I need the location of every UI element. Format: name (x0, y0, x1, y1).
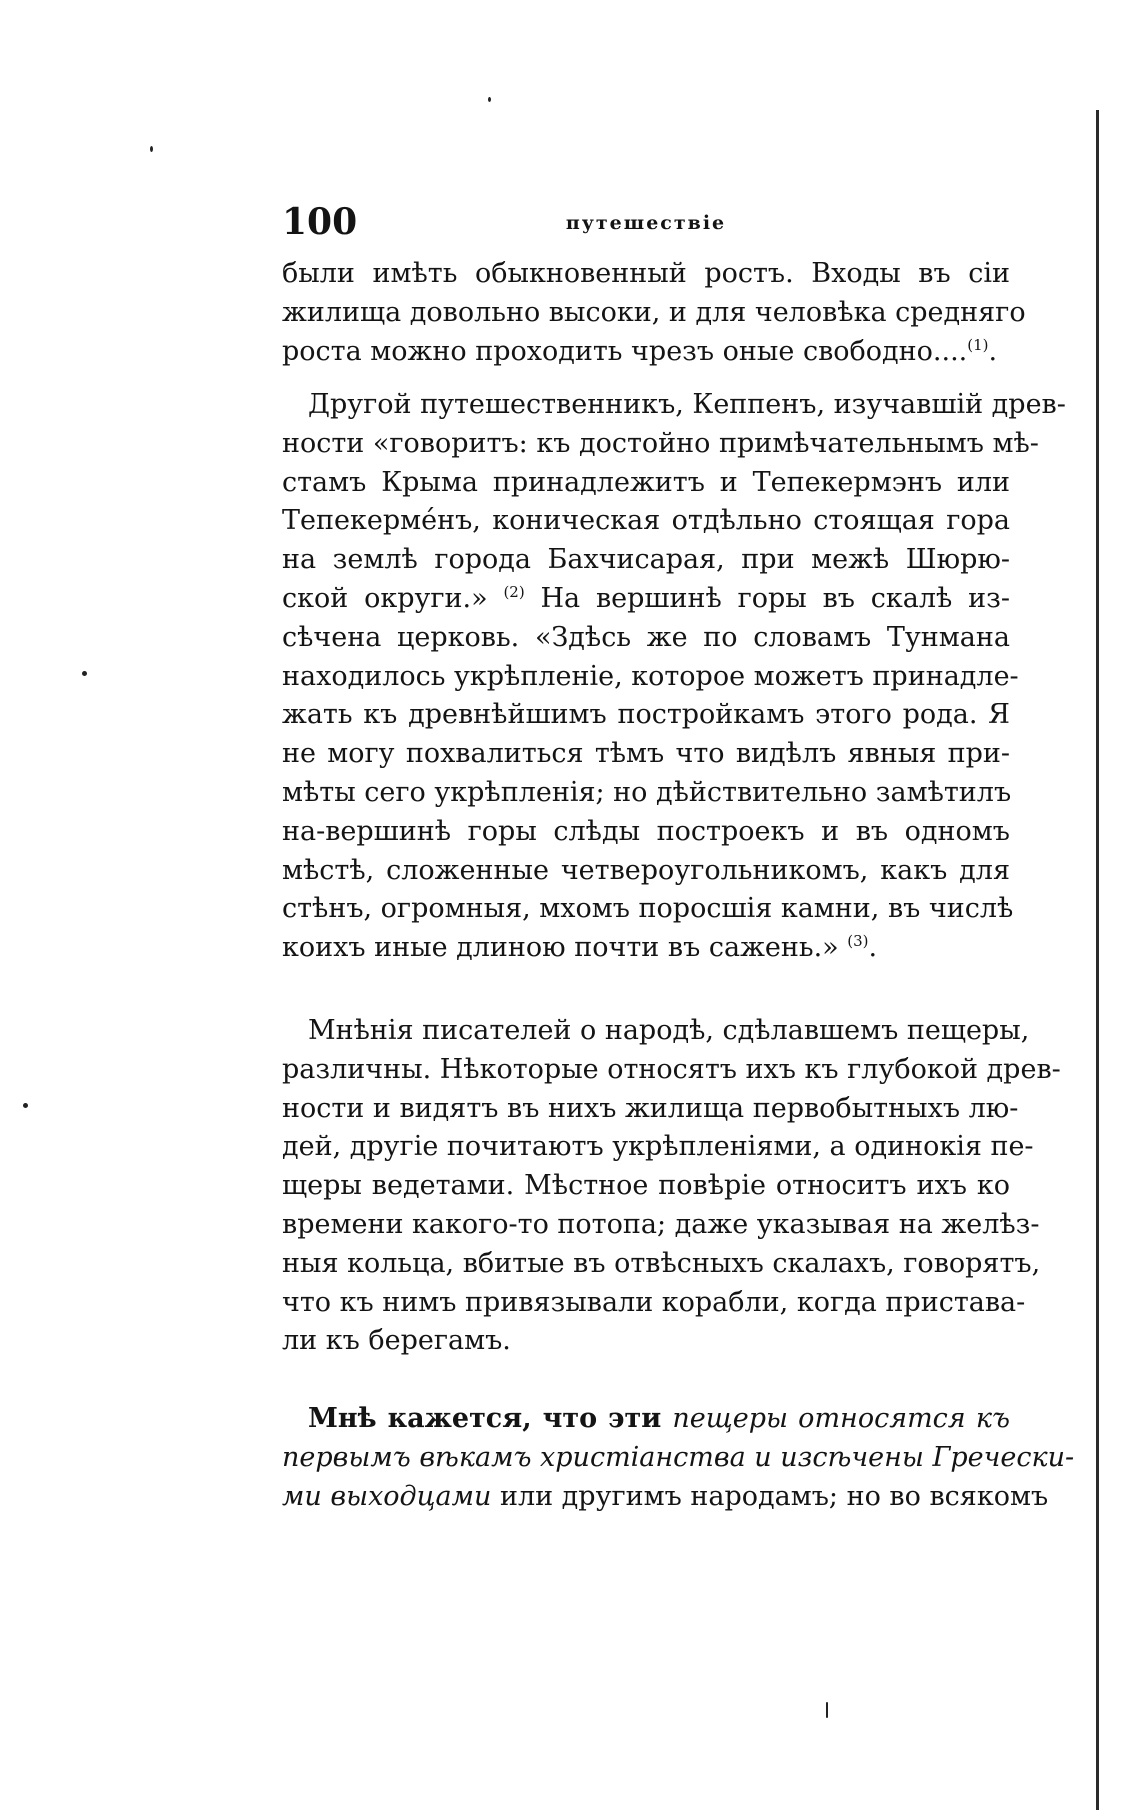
text-line: времени какого-то потопа; даже указывая на желѣз- (282, 1208, 1040, 1240)
text-line: щеры ведетами. Мѣстное повѣріе относитъ ихъ ко (282, 1170, 1010, 1202)
page-header (282, 200, 1010, 248)
text-line: Другой путешественникъ, Кеппенъ, изучавшій древ- (308, 389, 1066, 420)
text-line: что къ нимъ привязывали корабли, когда пристава- (282, 1286, 1026, 1318)
text-line (282, 580, 1010, 619)
text-punctuation: . (868, 932, 878, 964)
text-line: мѣты сего укрѣпленія; но дѣйствительно замѣтилъ (282, 776, 1012, 808)
text-line-content: Мнѣ кажется, что эти (308, 1403, 673, 1434)
text-line (282, 1400, 1010, 1439)
footnote-marker: (2) (503, 582, 525, 601)
footnote-marker: (1) (967, 335, 989, 354)
text-line: жать къ древнѣйшимъ постройкамъ этого рода. Я (282, 699, 1010, 731)
paragraph-keppen (282, 386, 1066, 968)
paragraph-author-opinion (282, 1400, 1075, 1516)
ink-speck (150, 146, 153, 152)
text-line: ности и видятъ въ нихъ жилища первобытныхъ лю- (282, 1092, 1019, 1124)
ink-speck (82, 671, 87, 676)
italic-text: первымъ вѣкамъ христіанства и изсѣчены Гречески- (282, 1441, 1075, 1473)
running-title: путешествіе (565, 212, 727, 234)
text-line (282, 1439, 1075, 1478)
text-line: были имѣть обыкновенный ростъ. Входы въ сіи (282, 258, 1010, 289)
text-line-content: коихъ иные длиною почти въ сажень.» (282, 932, 848, 964)
text-line-content: ской округи.» (282, 582, 504, 614)
text-line: дей, другіе почитаютъ укрѣпленіями, а одинокія пе- (282, 1131, 1034, 1163)
paragraph-opinions (282, 1012, 1061, 1361)
text-punctuation: . (988, 335, 998, 367)
italic-text: пещеры относятся къ (672, 1403, 1010, 1434)
text-line: не могу похвалиться тѣмъ что видѣлъ явныя при- (282, 738, 1010, 770)
text-line: находилось укрѣпленіе, которое можетъ принадле- (282, 660, 1019, 692)
text-line (282, 1478, 1049, 1517)
text-line: сѣчена церковь. «Здѣсь же по словамъ Тунмана (282, 621, 1010, 653)
text-line-content: На вершинѣ горы въ скалѣ из- (524, 582, 1010, 614)
ink-speck (826, 1702, 828, 1718)
text-line: стѣнъ, огромныя, мхомъ поросшія камни, въ числѣ (282, 893, 1014, 925)
text-line: жилища довольно высоки, и для человѣка средняго (282, 296, 1026, 328)
footnote-marker: (3) (847, 932, 869, 951)
text-line: Тепекерме́нъ, коническая отдѣльно стоящая гора (282, 505, 1010, 537)
ink-speck (488, 97, 491, 102)
text-line: Мнѣнія писателей о народѣ, сдѣлавшемъ пещеры, (308, 1015, 1030, 1046)
paragraph-continuation (282, 255, 1026, 371)
text-line: ныя кольца, вбитые въ отвѣсныхъ скалахъ, говорятъ, (282, 1247, 1041, 1279)
text-line: различны. Нѣкоторые относятъ ихъ къ глубокой древ- (282, 1053, 1061, 1085)
page-edge-shadow (1096, 110, 1099, 1810)
text-line-content: или другимъ народамъ; но во всякомъ (491, 1480, 1049, 1512)
text-line: ли къ берегамъ. (282, 1325, 511, 1357)
italic-text: ми выходцами (282, 1480, 492, 1512)
text-line: на землѣ города Бахчисарая, при межѣ Шюрю- (282, 544, 1010, 576)
text-line: ности «говоритъ: къ достойно примѣчательнымъ мѣ- (282, 427, 1039, 459)
text-line (282, 333, 1010, 372)
ink-speck (23, 1103, 28, 1108)
page-number: 100 (282, 201, 358, 243)
text-line (282, 929, 1010, 968)
text-line: на-вершинѣ горы слѣды построекъ и въ одномъ (282, 815, 1010, 847)
text-line: мѣстѣ, сложенные четвероугольникомъ, какъ для (282, 854, 1010, 886)
text-line: стамъ Крыма принадлежитъ и Тепекермэнъ или (282, 466, 1010, 498)
text-line-content: роста можно проходить чрезъ оные свободно.... (282, 335, 968, 367)
